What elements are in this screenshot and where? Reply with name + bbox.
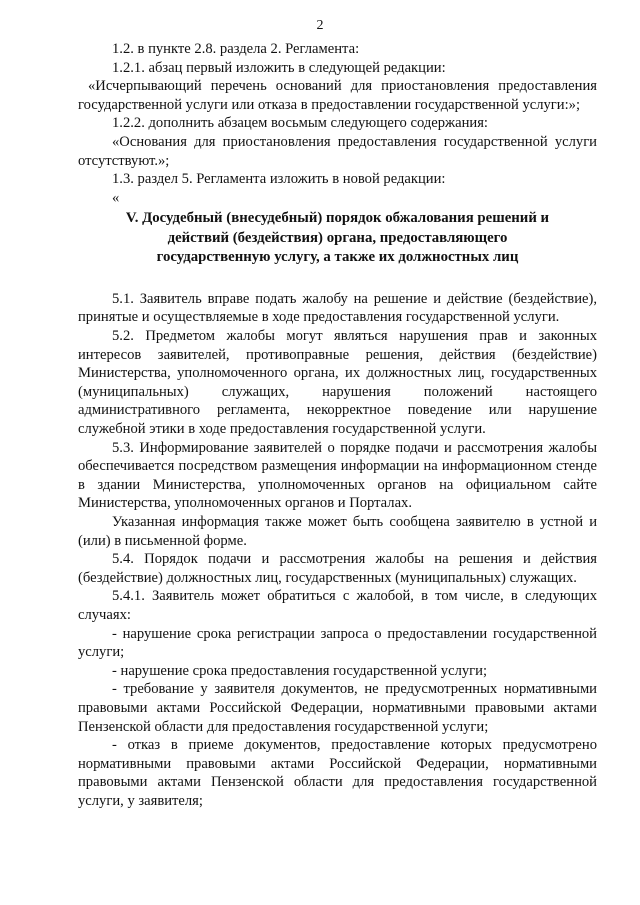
paragraph-quote-2: «Основания для приостановления предоставления государственной услуги отсутствуют.»; xyxy=(78,133,597,169)
document-body xyxy=(78,40,597,810)
section-heading xyxy=(78,209,597,268)
list-item-refusal: - отказ в приеме документов, предоставление которых предусмотрено нормативными правовыми актами Российской Федерации, нормативными правовыми актами Пензенской области для предоставления государственной услуги, у заявителя; xyxy=(78,737,597,809)
heading-spacer xyxy=(78,268,597,290)
paragraph-5-2: 5.2. Предметом жалобы могут являться нарушения прав и законных интересов заявителей, противоправные решения, действия (бездействие) Министерства, уполномоченного органа, их должностных лиц, государственных (муниципальных) служащих, нарушения положений настоящего административного регламента, некорректное поведение или нарушение служебной этики в ходе предоставления государственной услуги. xyxy=(78,328,597,437)
opening-quote-mark: « xyxy=(112,189,120,206)
paragraph-1-2-2: 1.2.2. дополнить абзацем восьмым следующего содержания: xyxy=(112,115,488,132)
section-heading-line-1: V. Досудебный (внесудебный) порядок обжалования решений и xyxy=(125,210,550,227)
section-heading-line-3: государственную услугу, а также их должностных лиц xyxy=(156,249,519,266)
paragraph-quote-1: «Исчерпывающий перечень оснований для приостановления предоставления государственной услуги или отказа в предоставлении государственной услуги:»; xyxy=(78,78,597,113)
list-item-extra-documents: - требование у заявителя документов, не предусмотренных нормативными правовыми актами Российской Федерации, нормативными правовыми актами Пензенской области для предоставления государственной услуги; xyxy=(78,681,597,735)
paragraph-5-4-1: 5.4.1. Заявитель может обратиться с жалобой, в том числе, в следующих случаях: xyxy=(78,588,597,623)
page-number: 2 xyxy=(316,18,324,33)
paragraph-5-1: 5.1. Заявитель вправе подать жалобу на решение и действие (бездействие), принятые и осуществляемые в ходе предоставления государственной услуги. xyxy=(78,290,597,326)
paragraph-1-2: 1.2. в пункте 2.8. раздела 2. Регламента: xyxy=(112,41,360,57)
paragraph-5-4: 5.4. Порядок подачи и рассмотрения жалобы на решения и действия (бездействие) должностных лиц, государственных (муниципальных) служащих. xyxy=(78,551,597,586)
list-item-service-term: - нарушение срока предоставления государственной услуги; xyxy=(112,662,488,679)
paragraph-5-3: 5.3. Информирование заявителей о порядке подачи и рассмотрения жалобы обеспечивается посредством размещения информации на информационном стенде в здании Министерства, уполномоченных органов на официальном сайте Министерства, уполномоченных органов и Порталах. xyxy=(78,439,597,512)
paragraph-1-3: 1.3. раздел 5. Регламента изложить в новой редакции: xyxy=(112,171,446,188)
section-heading-line-2: действий (бездействия) органа, предоставляющего xyxy=(167,229,508,246)
paragraph-1-2-1: 1.2.1. абзац первый изложить в следующей редакции: xyxy=(112,59,446,76)
list-item-registration-term: - нарушение срока регистрации запроса о предоставлении государственной услуги; xyxy=(78,625,597,661)
paragraph-info: Указанная информация также может быть сообщена заявителю в устной и (или) в письменной форме. xyxy=(78,513,597,549)
